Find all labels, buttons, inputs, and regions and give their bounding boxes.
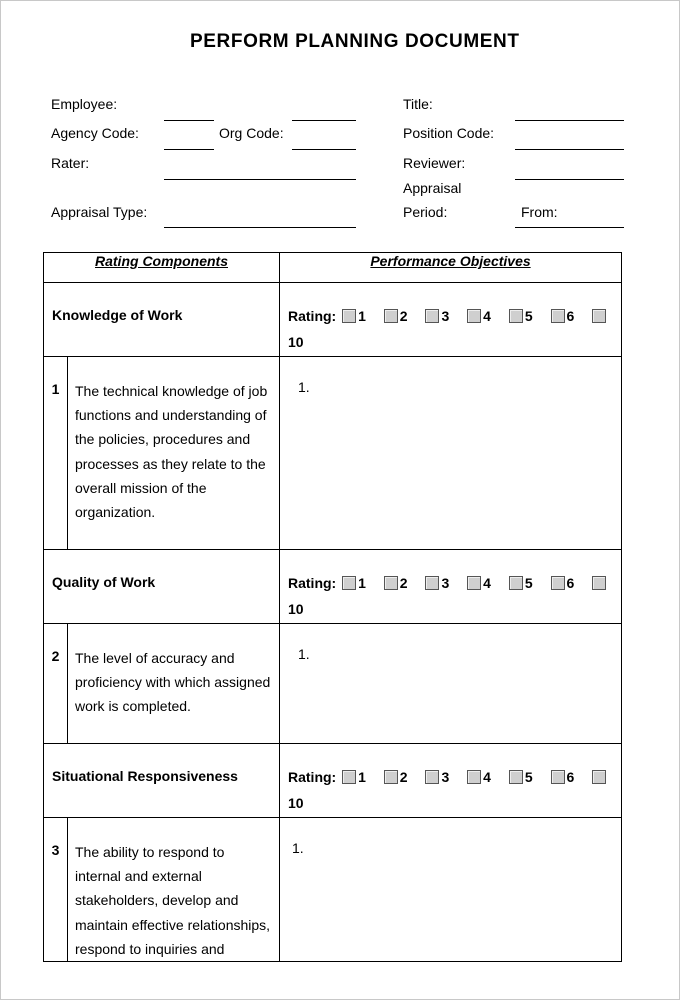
employee-label: Employee: — [51, 96, 118, 112]
rating-checkbox[interactable] — [384, 309, 398, 323]
component-number: 2 — [44, 624, 68, 744]
rating-checkbox[interactable] — [592, 309, 606, 323]
rating-checkbox[interactable] — [342, 309, 356, 323]
rating-checkbox[interactable] — [384, 576, 398, 590]
objective-cell[interactable]: 1. — [280, 357, 622, 550]
rating-label: Rating: — [288, 307, 337, 324]
rating-checkbox[interactable] — [509, 576, 523, 590]
rating-checkbox[interactable] — [551, 770, 565, 784]
rating-option-label: 1 — [358, 768, 366, 785]
rating-label: Rating: — [288, 574, 337, 591]
rating-option-label: 3 — [441, 768, 450, 785]
rating-components-header: Rating Components — [44, 253, 280, 283]
reviewer-field[interactable] — [515, 179, 624, 180]
component-name: Situational Responsiveness — [44, 744, 280, 818]
component-description: The ability to respond to internal and external stakeholders, develop and maintain effective relationships, respond to inquiries and — [68, 818, 280, 962]
objective-cell[interactable]: 1. — [280, 624, 622, 744]
rating-checkbox[interactable] — [425, 309, 439, 323]
rating-cell — [280, 283, 622, 357]
agency-code-label: Agency Code: — [51, 125, 139, 141]
rating-group — [288, 303, 621, 355]
rating-checkbox[interactable] — [467, 309, 481, 323]
component-detail-row — [44, 818, 622, 962]
appraisal-period-label-line1: Appraisal — [403, 180, 462, 196]
component-name: Quality of Work — [44, 550, 280, 624]
rating-option-label: 4 — [483, 768, 491, 785]
table-header-row — [44, 253, 622, 283]
rating-option-label: 5 — [524, 307, 533, 324]
rating-option-label: 2 — [399, 307, 408, 324]
document-title: PERFORM PLANNING DOCUMENT — [190, 31, 520, 52]
position-code-field[interactable] — [515, 149, 624, 150]
rating-checkbox[interactable] — [384, 770, 398, 784]
rating-group — [288, 764, 621, 816]
reviewer-label: Reviewer: — [403, 155, 466, 171]
from-label: From: — [521, 204, 558, 220]
rating-cell — [280, 550, 622, 624]
appraisal-type-label: Appraisal Type: — [51, 204, 148, 220]
rating-option-label: 1 — [358, 307, 366, 324]
rating-checkbox[interactable] — [342, 576, 356, 590]
component-row — [44, 744, 622, 818]
rating-option-label: 6 — [566, 768, 575, 785]
appraisal-type-field[interactable] — [164, 227, 356, 228]
rating-checkbox[interactable] — [467, 770, 481, 784]
rating-label: Rating: — [288, 768, 337, 785]
component-name: Knowledge of Work — [44, 283, 280, 357]
from-field[interactable] — [515, 227, 624, 228]
rating-option-label: 5 — [524, 768, 533, 785]
employee-field-extension[interactable] — [292, 120, 356, 121]
rating-checkbox[interactable] — [342, 770, 356, 784]
rating-option-label: 2 — [399, 768, 408, 785]
rating-option-label: 4 — [483, 574, 491, 591]
performance-objectives-header: Performance Objectives — [280, 253, 622, 283]
rating-checkbox[interactable] — [425, 576, 439, 590]
rating-option-label: 6 — [566, 307, 575, 324]
rating-checkbox[interactable] — [425, 770, 439, 784]
component-row — [44, 550, 622, 624]
org-code-label: Org Code: — [219, 125, 284, 141]
rating-checkbox[interactable] — [551, 576, 565, 590]
rating-option-label: 1 — [358, 574, 366, 591]
component-detail-row — [44, 357, 622, 550]
appraisal-period-label-line2: Period: — [403, 204, 448, 220]
rating-option-label: 4 — [483, 307, 491, 324]
rating-group — [288, 570, 621, 622]
rating-option-label: 3 — [441, 574, 450, 591]
rating-checkbox[interactable] — [592, 770, 606, 784]
rating-checkbox[interactable] — [592, 576, 606, 590]
employee-field[interactable] — [164, 120, 214, 121]
rating-checkbox[interactable] — [509, 309, 523, 323]
agency-code-field[interactable] — [164, 149, 214, 150]
component-row — [44, 283, 622, 357]
rater-field[interactable] — [164, 179, 356, 180]
objective-cell[interactable]: 1. — [280, 818, 622, 962]
rating-option-label: 3 — [441, 307, 450, 324]
rating-option-label: 5 — [524, 574, 533, 591]
rating-checkbox[interactable] — [551, 309, 565, 323]
rating-option-label: 2 — [399, 574, 408, 591]
rating-option-label: 10 — [288, 333, 304, 350]
title-field[interactable] — [515, 120, 624, 121]
rating-option-label: 6 — [566, 574, 575, 591]
rating-option-label: 10 — [288, 600, 304, 617]
org-code-field[interactable] — [292, 149, 356, 150]
component-number: 3 — [44, 818, 68, 962]
rater-label: Rater: — [51, 155, 90, 171]
rating-checkbox[interactable] — [509, 770, 523, 784]
rating-checkbox[interactable] — [467, 576, 481, 590]
component-detail-row — [44, 624, 622, 744]
title-label: Title: — [403, 96, 433, 112]
rating-option-label: 10 — [288, 794, 304, 811]
position-code-label: Position Code: — [403, 125, 495, 141]
rating-table — [43, 252, 622, 962]
rating-cell — [280, 744, 622, 818]
component-description: The level of accuracy and proficiency with which assigned work is completed. — [68, 624, 280, 744]
component-number: 1 — [44, 357, 68, 550]
component-description: The technical knowledge of job functions and understanding of the policies, procedures and processes as they relate to the overall mission of the organization. — [68, 357, 280, 550]
